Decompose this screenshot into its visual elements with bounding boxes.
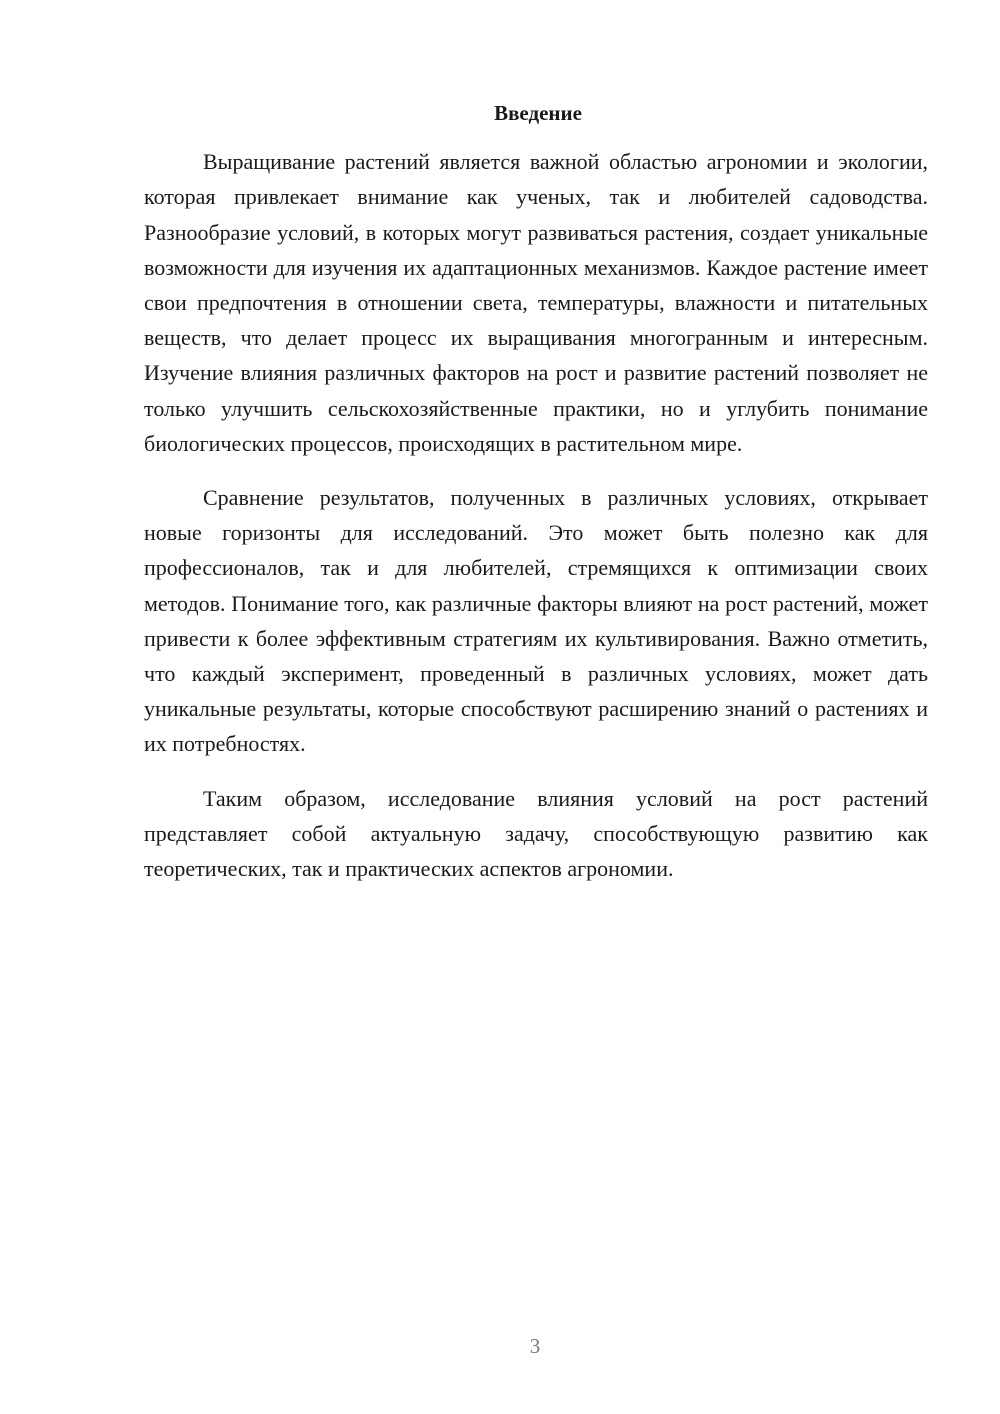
page-number: 3	[529, 1334, 541, 1358]
page-content	[144, 96, 928, 905]
section-title: Введение	[494, 101, 582, 125]
paragraph-2: Сравнение результатов, полученных в различных условиях, открывает новые горизонты для исследований. Это может быть полезно как для профессионалов, так и для любителей, стремящихся к оптимизации своих методов. Понимание того, как различные факторы влияют на рост растений, может привести к более эффективным стратегиям их культивирования. Важно отметить, что каждый эксперимент, проведенный в различных условиях, может дать уникальные результаты, которые способствуют расширению знаний о растениях и их потребностях.	[144, 485, 928, 757]
paragraph-3: Таким образом, исследование влияния условий на рост растений представляет собой актуальную задачу, способствующую развитию как теоретических, так и практических аспектов агрономии.	[144, 785, 928, 882]
paragraph-1: Выращивание растений является важной областью агрономии и экологии, которая привлекает внимание как ученых, так и любителей садоводства. Разнообразие условий, в которых могут развиваться растения, создает уникальные возможности для изучения их адаптационных механизмов. Каждое растение имеет свои предпочтения в отношении света, температуры, влажности и питательных веществ, что делает процесс их выращивания многогранным и интересным. Изучение влияния различных факторов на рост и развитие растений позволяет не только улучшить сельскохозяйственные практики, но и углубить понимание биологических процессов, происходящих в растительном мире.	[144, 149, 928, 456]
